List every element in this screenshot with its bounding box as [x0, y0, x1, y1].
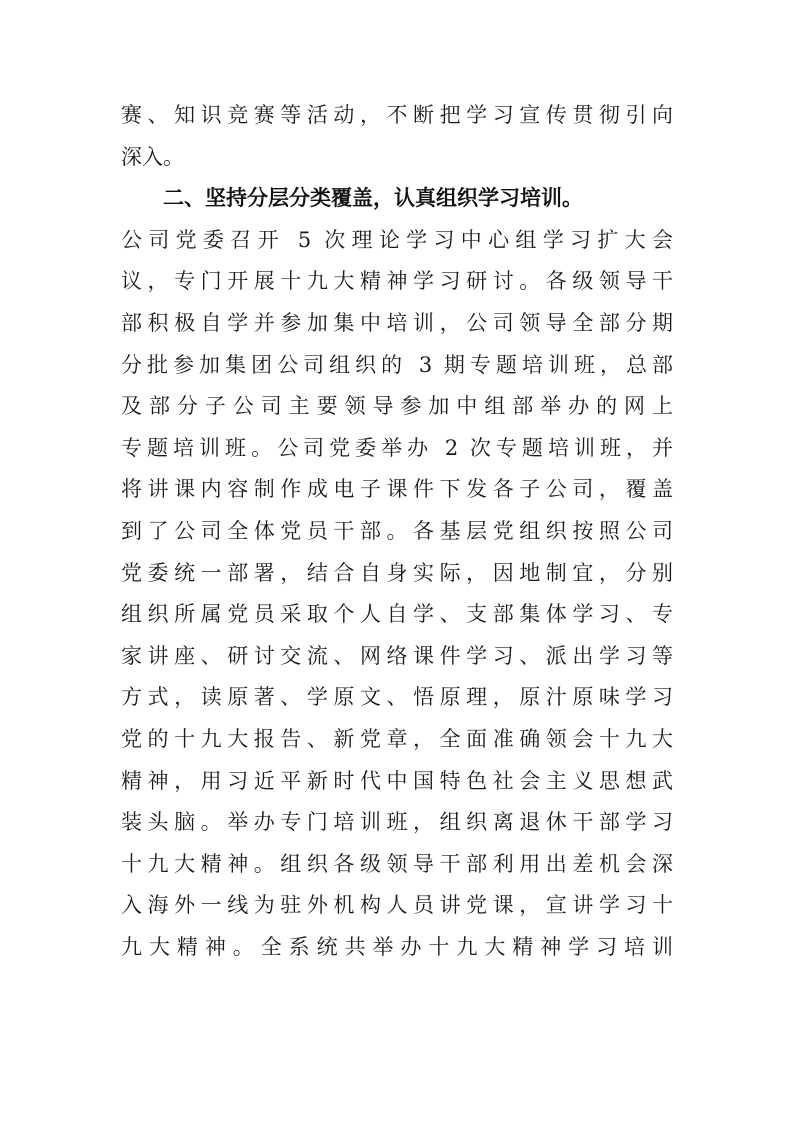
- text-line: 组织所属党员采取个人自学、支部集体学习、专: [121, 602, 673, 627]
- text-line: 及部分子公司主要领导参加中组部举办的网上: [121, 394, 673, 419]
- text-line: 装头脑。举办专门培训班，组织离退休干部学习: [121, 810, 673, 835]
- text-line: 到了公司全体党员干部。各基层党组织按照公司: [121, 518, 673, 543]
- text-line: 深入。: [121, 144, 184, 169]
- text-line: 专题培训班。公司党委举办 2 次专题培训班，并: [121, 435, 673, 460]
- text-line: 议，专门开展十九大精神学习研讨。各级领导干: [121, 269, 673, 294]
- text-line: 分批参加集团公司组织的 3 期专题培训班，总部: [121, 352, 673, 377]
- text-line: 十九大精神。组织各级领导干部利用出差机会深: [121, 851, 673, 876]
- text-line: 方式，读原著、学原文、悟原理，原汁原味学习: [121, 685, 673, 710]
- text-line: 赛、知识竞赛等活动，不断把学习宣传贯彻引向: [121, 103, 673, 127]
- text-line: 家讲座、研讨交流、网络课件学习、派出学习等: [121, 643, 673, 668]
- text-line: 部积极自学并参加集中培训，公司领导全部分期: [121, 310, 673, 335]
- text-line: 九大精神。全系统共举办十九大精神学习培训: [121, 934, 673, 959]
- text-line: 公司党委召开 5 次理论学习中心组学习扩大会: [121, 227, 673, 252]
- text-line: 党委统一部署，结合自身实际，因地制宜，分别: [121, 560, 673, 585]
- body-text: [121, 95, 673, 968]
- text-line: 入海外一线为驻外机构人员讲党课，宣讲学习十: [121, 893, 673, 918]
- text-line: 党的十九大报告、新党章，全面准确领会十九大: [121, 726, 673, 751]
- section-heading: 二、坚持分层分类覆盖，认真组织学习培训。: [163, 186, 583, 211]
- text-line: 将讲课内容制作成电子课件下发各子公司，覆盖: [121, 477, 673, 502]
- text-line: 精神，用习近平新时代中国特色社会主义思想武: [121, 768, 673, 793]
